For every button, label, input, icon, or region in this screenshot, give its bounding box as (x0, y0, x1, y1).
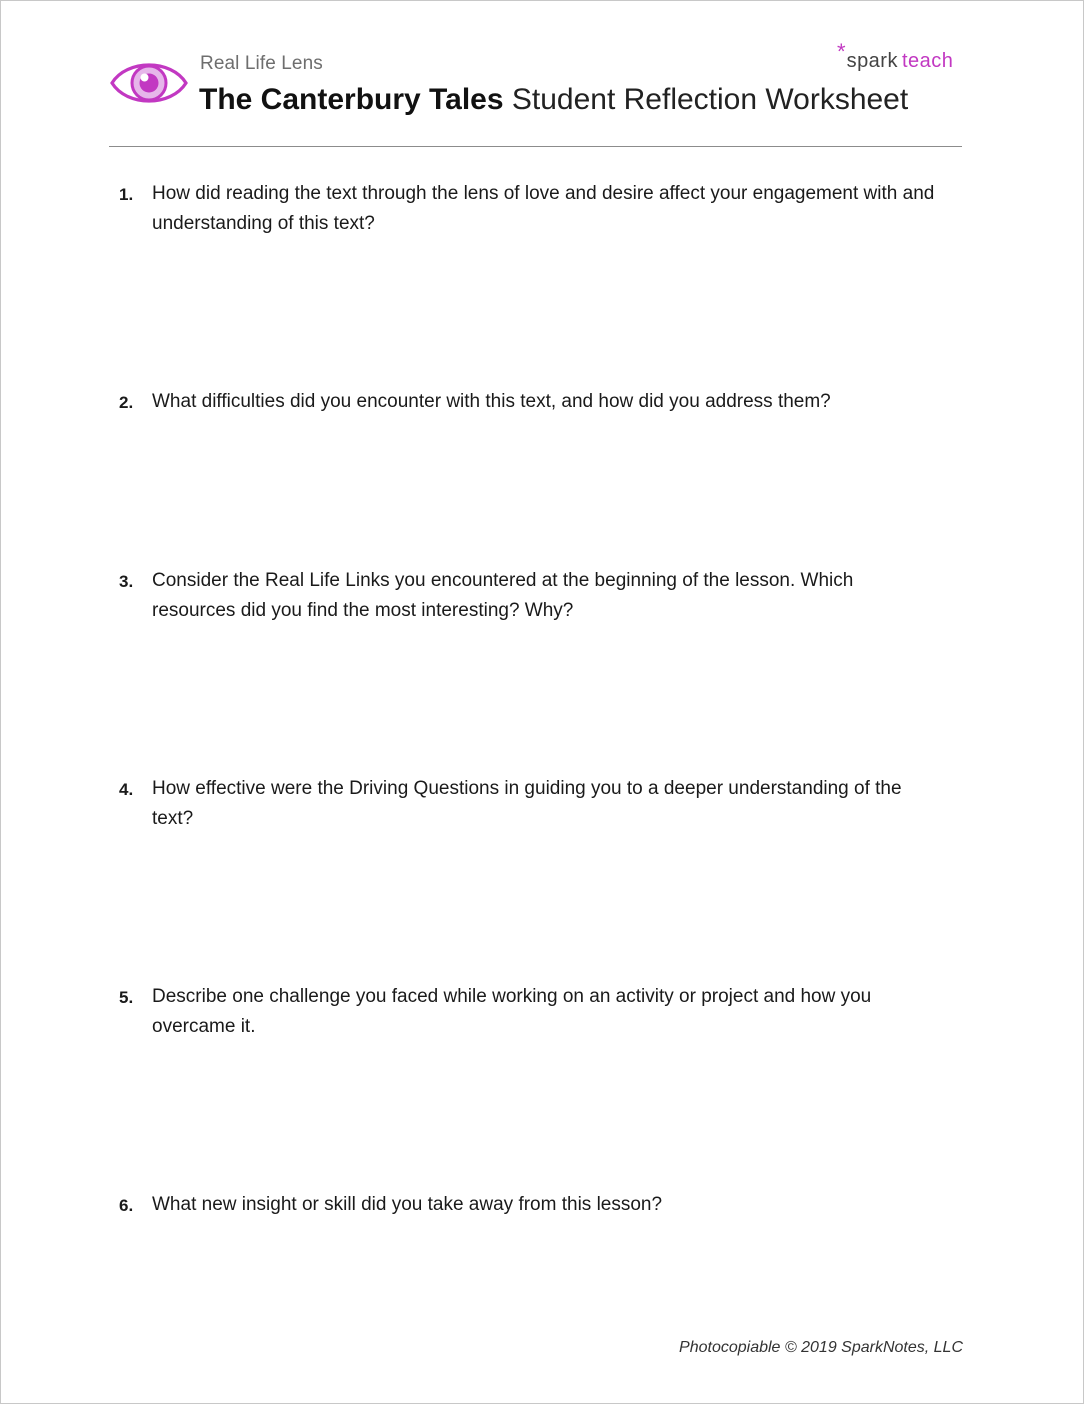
sparkteach-logo (837, 39, 954, 73)
question-text: How effective were the Driving Questions in guiding you to a deeper understanding of the text? (152, 778, 902, 829)
lens-subtitle: Real Life Lens (200, 53, 323, 74)
footer-copyright: Photocopiable © 2019 SparkNotes, LLC (679, 1339, 963, 1356)
brand-teach: teach (901, 50, 954, 72)
page-title (199, 83, 908, 117)
question-text: What new insight or skill did you take away from this lesson? (152, 1194, 663, 1215)
question-1 (119, 179, 939, 238)
question-5 (119, 982, 939, 1041)
title-book-name: The Canterbury Tales (199, 83, 504, 116)
eye-icon (109, 54, 189, 112)
question-text: Describe one challenge you faced while working on an activity or project and how you overcame it. (152, 986, 872, 1037)
question-number: 6. (119, 1196, 134, 1215)
question-text: What difficulties did you encounter with this text, and how did you address them? (152, 391, 831, 412)
question-number: 2. (119, 393, 134, 412)
question-3 (119, 566, 939, 625)
question-text: How did reading the text through the lens of love and desire affect your engagement with and understanding of this text? (152, 183, 935, 234)
brand-spark: spark (846, 50, 898, 72)
question-number: 5. (119, 988, 134, 1007)
header-divider (109, 146, 962, 147)
brand-asterisk: * (837, 39, 846, 64)
question-text: Consider the Real Life Links you encountered at the beginning of the lesson. Which resources did you find the most interesting? Why? (152, 570, 854, 621)
question-6 (119, 1190, 939, 1220)
question-number: 3. (119, 572, 134, 591)
question-number: 1. (119, 185, 134, 204)
question-4 (119, 774, 939, 833)
title-worksheet-label: Student Reflection Worksheet (511, 83, 909, 116)
question-number: 4. (119, 780, 134, 799)
question-2 (119, 387, 939, 417)
